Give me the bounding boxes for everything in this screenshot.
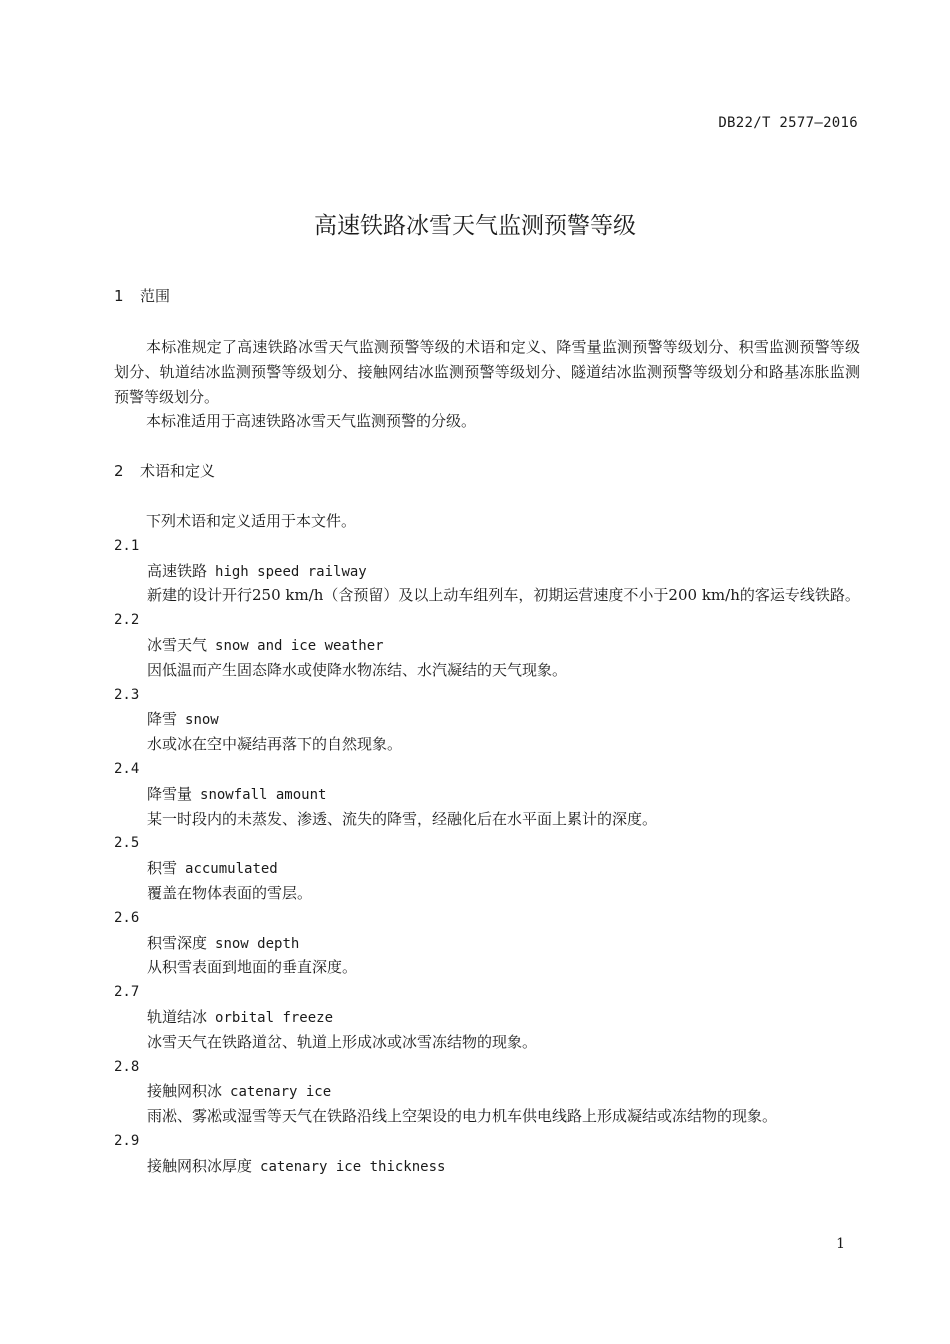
term-entry <box>114 608 860 682</box>
term-entry <box>114 534 860 608</box>
term-definition: 冰雪天气在铁路道岔、轨道上形成冰或冰雪冻结物的现象。 <box>147 1032 538 1051</box>
term-en: catenary ice thickness <box>260 1158 446 1175</box>
section-scope <box>114 284 860 308</box>
term-zh: 降雪量 <box>147 784 193 803</box>
document-title: 高速铁路冰雪天气监测预警等级 <box>314 213 636 239</box>
section-terms <box>114 459 860 483</box>
term-name <box>114 707 860 732</box>
term-entry <box>114 1129 860 1179</box>
term-zh: 高速铁路 <box>147 561 208 580</box>
term-number: 2.4 <box>114 760 140 777</box>
term-name <box>114 1154 860 1179</box>
term-definition: 因低温而产生固态降水或使降水物冻结、水汽凝结的天气现象。 <box>147 660 568 679</box>
term-en: catenary ice <box>230 1084 332 1101</box>
term-definition: 覆盖在物体表面的雪层。 <box>147 883 313 902</box>
term-en: snowfall amount <box>200 786 327 803</box>
term-entry <box>114 831 860 905</box>
term-name <box>114 1079 860 1104</box>
term-number: 2.3 <box>114 686 140 703</box>
term-number: 2.8 <box>114 1058 140 1075</box>
term-name <box>114 1005 860 1030</box>
term-entry <box>114 906 860 980</box>
section-title: 术语和定义 <box>140 462 216 480</box>
term-name <box>114 856 860 881</box>
term-number: 2.6 <box>114 909 140 926</box>
term-zh: 积雪 <box>147 859 178 878</box>
term-zh: 冰雪天气 <box>147 635 208 654</box>
term-number: 2.9 <box>114 1132 140 1149</box>
paragraph: 下列术语和定义适用于本文件。 <box>146 512 357 530</box>
term-number: 2.2 <box>114 612 140 629</box>
term-definition: 水或冰在空中凝结再落下的自然现象。 <box>147 735 403 754</box>
term-number: 2.7 <box>114 984 140 1001</box>
section-number: 1 <box>114 287 124 305</box>
section-number: 2 <box>114 462 124 480</box>
term-en: snow <box>185 712 219 729</box>
term-en: orbital freeze <box>215 1009 334 1026</box>
term-zh: 接触网积冰 <box>147 1082 223 1101</box>
term-en: high speed railway <box>215 563 367 580</box>
paragraph: 本标准规定了高速铁路冰雪天气监测预警等级的术语和定义、降雪量监测预警等级划分、积雪监测预警等级划分、轨道结冰监测预警等级划分、接触网结冰监测预警等级划分、隧道结冰监测预警等级划分和路基冻胀监测预警等级划分。 <box>114 338 860 406</box>
term-zh: 接触网积冰厚度 <box>147 1156 253 1175</box>
section-heading <box>114 284 860 308</box>
term-number: 2.1 <box>114 537 140 554</box>
term-en: snow and ice weather <box>215 637 384 654</box>
term-en: accumulated <box>185 861 278 878</box>
term-entry <box>114 757 860 831</box>
paragraph: 本标准适用于高速铁路冰雪天气监测预警的分级。 <box>146 412 477 431</box>
term-definition: 新建的设计开行250 km/h（含预留）及以上动车组列车，初期运营速度不小于200 km/h的客运专线铁路。 <box>147 586 860 605</box>
section-heading <box>114 459 860 483</box>
term-entry <box>114 980 860 1054</box>
term-en: snow depth <box>215 935 300 952</box>
term-entry <box>114 683 860 757</box>
term-name <box>114 782 860 807</box>
term-definition: 雨凇、雾凇或湿雪等天气在铁路沿线上空架设的电力机车供电线路上形成凝结或冻结物的现象。 <box>147 1107 778 1126</box>
term-definition: 从积雪表面到地面的垂直深度。 <box>147 958 358 977</box>
standard-code: DB22/T 2577—2016 <box>718 115 858 131</box>
scope-body <box>114 335 860 434</box>
term-zh: 轨道结冰 <box>147 1007 208 1026</box>
term-name <box>114 559 860 584</box>
term-zh: 积雪深度 <box>147 933 208 952</box>
term-name <box>114 931 860 956</box>
section-title: 范围 <box>140 287 171 305</box>
term-definition: 某一时段内的未蒸发、渗透、流失的降雪，经融化后在水平面上累计的深度。 <box>147 809 658 828</box>
terms-body <box>114 509 860 1179</box>
term-entry <box>114 1055 860 1129</box>
term-zh: 降雪 <box>147 710 178 729</box>
page-number: 1 <box>836 1236 845 1252</box>
term-name <box>114 633 860 658</box>
term-number: 2.5 <box>114 835 140 852</box>
